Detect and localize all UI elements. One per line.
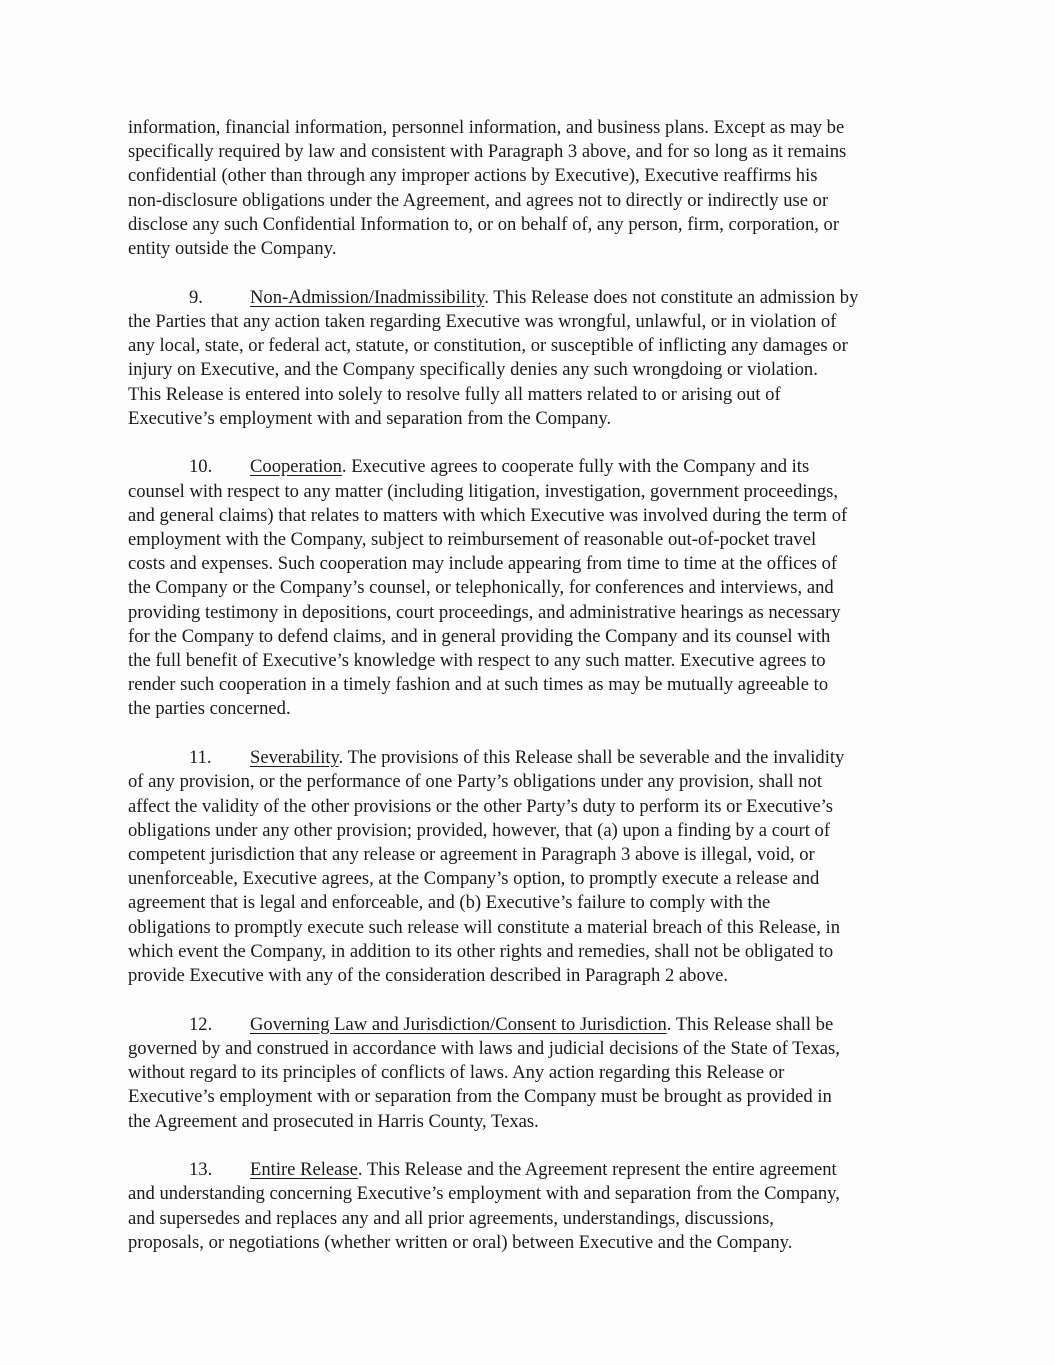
section-number: 9. bbox=[189, 286, 203, 308]
section-9 bbox=[128, 286, 933, 431]
document-body bbox=[128, 116, 933, 1280]
section-number: 13. bbox=[189, 1159, 213, 1181]
section-body: . This Release does not constitute an admission by the Parties that any action taken regarding Executive was wrongful, unlawful, or in violation of any local, state, or federal act, statute, or constitution, or susceptible of inflicting any damages or injury on Executive, and the Company specifically denies any such wrongdoing or violation. This Release is entered into solely to resolve fully all matters related to or arising out of Executive’s employment with and separation from the Company. bbox=[128, 286, 859, 429]
section-10 bbox=[128, 455, 933, 721]
section-heading: Severability bbox=[250, 747, 339, 769]
section-body: . This Release and the Agreement represent the entire agreement and understanding concerning Executive’s employment with and separation from the Company, and supersedes and replaces any and all prior agreements, understandings, discussions, proposals, or negotiations (whether written or oral) between Executive and the Company. bbox=[128, 1159, 840, 1253]
section-number: 10. bbox=[189, 456, 213, 478]
section-13 bbox=[128, 1158, 933, 1255]
section-body: . The provisions of this Release shall be severable and the invalidity of any provision, or the performance of one Party’s obligations under any provision, shall not affect the validity of the other provisions or the other Party’s duty to perform its or Executive’s obligations under any other provision; provided, however, that (a) upon a finding by a court of competent jurisdiction that any release or agreement in Paragraph 3 above is illegal, void, or unenforceable, Executive agrees, at the Company’s option, to promptly execute a release and agreement that is legal and enforceable, and (b) Executive’s failure to comply with the obligations to promptly execute such release will constitute a material breach of this Release, in which event the Company, in addition to its other rights and remedies, shall not be obligated to provide Executive with any of the consideration described in Paragraph 2 above. bbox=[128, 747, 845, 986]
section-heading: Non-Admission/Inadmissibility bbox=[250, 286, 485, 308]
section-heading: Entire Release bbox=[250, 1159, 358, 1181]
section-heading: Governing Law and Jurisdiction/Consent to Jurisdiction bbox=[250, 1013, 667, 1035]
section-12 bbox=[128, 1013, 933, 1134]
intro-paragraph: information, financial information, personnel information, and business plans. Except as may be specifically required by law and consistent with Paragraph 3 above, and for so long as it remains confidential (other than through any improper actions by Executive), Executive reaffirms his non-disclosure obligations under the Agreement, and agrees not to directly or indirectly use or disclose any such Confidential Information to, or on behalf of, any person, firm, corporation, or entity outside the Company. bbox=[128, 117, 847, 260]
section-body: . Executive agrees to cooperate fully with the Company and its counsel with respect to any matter (including litigation, investigation, government proceedings, and general claims) that relates to matters with which Executive was involved during the term of employment with the Company, subject to reimbursement of reasonable out-of-pocket travel costs and expenses. Such cooperation may include appearing from time to time at the offices of the Company or the Company’s counsel, or telephonically, for conferences and interviews, and providing testimony in depositions, court proceedings, and administrative hearings as necessary for the Company to defend claims, and in general providing the Company and its counsel with the full benefit of Executive’s knowledge with respect to any such matter. Executive agrees to render such cooperation in a timely fashion and at such times as may be mutually agreeable to the parties concerned. bbox=[128, 456, 848, 720]
section-number: 12. bbox=[189, 1013, 213, 1035]
section-heading: Cooperation bbox=[250, 456, 342, 478]
section-11 bbox=[128, 746, 933, 988]
section-number: 11. bbox=[189, 747, 212, 769]
section-body: . This Release shall be governed by and construed in accordance with laws and judicial decisions of the State of Texas, without regard to its principles of conflicts of laws. Any action regarding this Release or Executive’s employment with or separation from the Company must be brought as provided in the Agreement and prosecuted in Harris County, Texas. bbox=[128, 1013, 840, 1132]
